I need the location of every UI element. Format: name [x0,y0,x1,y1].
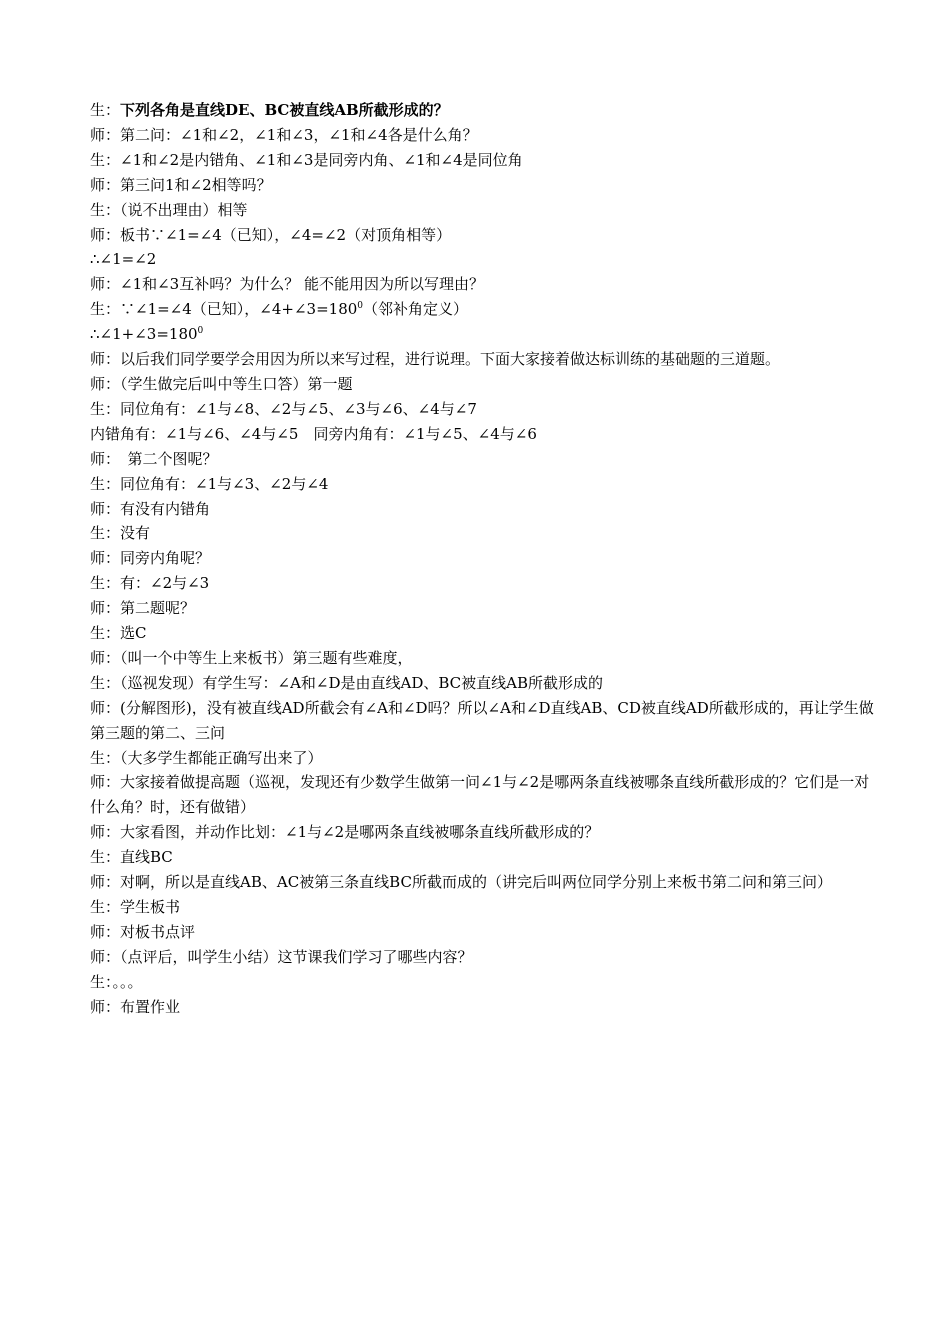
dialogue-line: 师：（点评后，叫学生小结）这节课我们学习了哪些内容？ [90,947,473,966]
proof-line [90,322,880,347]
proof-line: ∴∠1=∠2 [90,250,157,269]
dialogue-line: 师：同旁内角呢？ [90,549,211,568]
dialogue-line: 生：选C [90,624,147,643]
dialogue-line: 生：没有 [90,524,151,543]
dialogue-line: 生：。。。 [90,972,143,991]
dialogue-line: 师：以后我们同学要学会用因为所以来写过程，进行说理。下面大家接着做达标训练的基础题的三道题。 [90,350,781,369]
dialogue-line: 师：对啊，所以是直线AB、AC被第三条直线BC所截而成的（讲完后叫两位同学分别上来板书第二问和第三问） [90,873,832,892]
dialogue-line: 师： 第二个图呢？ [90,449,218,468]
degree-superscript: 0 [197,326,204,337]
speaker-label: 生： [90,101,121,119]
dialogue-line: 生：（巡视发现）有学生写：∠A和∠D是由直线AD、BC被直线AB所截形成的 [90,673,603,692]
dialogue-line: 生：同位角有：∠1与∠3、∠2与∠4 [90,474,329,493]
dialogue-line: 生：直线BC [90,848,173,867]
dialogue-line: 师：第二题呢？ [90,599,196,618]
dialogue-line: 师：有没有内错角 [90,499,211,518]
dialogue-line: 师：（叫一个中等生上来板书）第三题有些难度， [90,648,413,667]
dialogue-line: 生：有：∠2与∠3 [90,574,210,593]
line-text: （邻补角定义） [363,300,469,319]
dialogue-line: 师：∠1和∠3互补吗？为什么？ 能不能用因为所以写理由？ [90,275,484,294]
dialogue-line: 生：（说不出理由）相等 [90,200,248,219]
dialogue-line: 师：板书∵∠1=∠4（已知），∠4=∠2（对顶角相等） [90,225,452,244]
question-heading: 下列各角是直线DE、BC被直线AB所截形成的？ [120,101,449,119]
document-body [90,98,880,1020]
dialogue-line: 师：第二问：∠1和∠2，∠1和∠3，∠1和∠4各是什么角？ [90,125,478,144]
line-text: ∴∠1+∠3=180 [90,325,198,344]
dialogue-line: 师：第三问1和∠2相等吗？ [90,175,272,194]
dialogue-line: 生：（大多学生都能正确写出来了） [90,748,323,767]
degree-superscript: 0 [357,301,364,312]
dialogue-line: 内错角有：∠1与∠6、∠4与∠5 同旁内角有：∠1与∠5、∠4与∠6 [90,424,537,443]
dialogue-line: 师：（学生做完后叫中等生口答）第一题 [90,374,353,393]
dialogue-line: 师：(分解图形)，没有被直线AD所截会有∠A和∠D吗？所以∠A和∠D直线AB、CD被直线AD所截形成的，再让学生做第三题的第二、三问 [90,698,874,742]
dialogue-line: 师：对板书点评 [90,922,196,941]
dialogue-line: 生：同位角有：∠1与∠8、∠2与∠5、∠3与∠6、∠4与∠7 [90,399,477,418]
dialogue-line [90,297,880,322]
dialogue-line: 生：∠1和∠2是内错角、∠1和∠3是同旁内角、∠1和∠4是同位角 [90,150,523,169]
dialogue-line [90,98,880,123]
dialogue-line: 生：学生板书 [90,898,181,916]
dialogue-line: 师：大家接着做提高题（巡视，发现还有少数学生做第一问∠1与∠2是哪两条直线被哪条直线所截形成的？它们是一对什么角？时，还有做错） [90,773,870,817]
dialogue-line: 师：布置作业 [90,997,181,1016]
line-text: 生：∵∠1=∠4（已知），∠4+∠3=180 [90,300,358,319]
dialogue-line: 师：大家看图，并动作比划：∠1与∠2是哪两条直线被哪条直线所截形成的？ [90,823,600,842]
